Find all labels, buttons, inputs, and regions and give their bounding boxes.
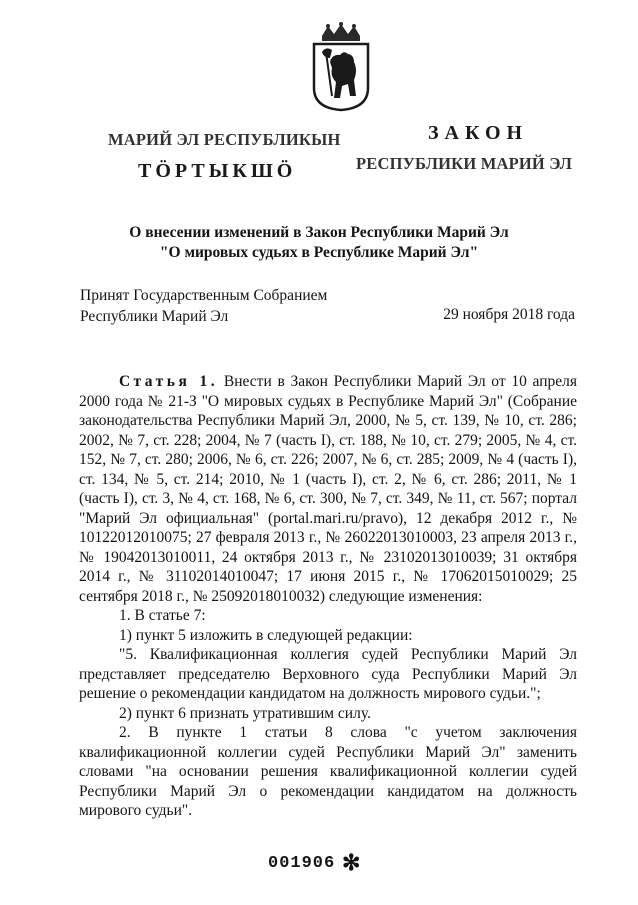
document-number: 001906	[268, 854, 336, 873]
document-title-line1: О внесении изменений в Закон Республики Марий Эл	[129, 224, 509, 241]
new-point-5-text: "5. Квалификационная коллегия судей Республики Марий Эл представляет председателю Верховного суда Республики Марий Эл решение о рекомендации кандидатом на должность мирового судьи.";	[79, 646, 577, 702]
asterisk-mark: ✻	[342, 850, 361, 875]
header-left-line1: МАРИЙ ЭЛ РЕСПУБЛИКЫН	[108, 130, 341, 149]
law-body	[79, 372, 577, 821]
coat-of-arms-bear-icon	[310, 22, 372, 112]
document-title-line2: "О мировых судьях в Республике Марий Эл"	[159, 244, 479, 261]
adopted-by-block	[80, 285, 327, 327]
adoption-date: 29 ноября 2018 года	[443, 306, 575, 323]
adopted-line1: Принят Государственным Собранием	[80, 287, 328, 304]
header-right-line2: РЕСПУБЛИКИ МАРИЙ ЭЛ	[356, 154, 573, 173]
header-right-line1: ЗАКОН	[428, 122, 529, 144]
subclause-1: 1) пункт 5 изложить в следующей редакции:	[119, 626, 413, 644]
adopted-line2: Республики Марий Эл	[80, 308, 229, 325]
clause-2: 2. В пункте 1 статьи 8 слова "с учетом заключения квалификационной коллегии судей Республики Марий Эл" заменить словами "на основании решения квалификационной коллегии судей Республики Марий Эл о рекомендации кандидатом на должность мирового судьи".	[79, 724, 577, 819]
article-text: Внести в Закон Республики Марий Эл от 10 апреля 2000 года № 21-З "О мировых судьях в Республике Марий Эл" (Собрание законодательства Республики Марий Эл, 2000, № 5, ст. 139, № 10, ст. 286; 2002, № 7, ст. 228; 2004, № 7 (часть I), ст. 188, № 10, ст. 279; 2005, № 4, ст. 152, № 7, ст. 280; 2006, № 6, ст. 226; 2007, № 6, ст. 285; 2009, № 4 (часть I), ст. 134, № 5, ст. 214; 2010, № 1 (часть I), ст. 2, № 6, ст. 286; 2011, № 1 (часть I), ст. 3, № 4, ст. 168, № 6, ст. 300, № 7, ст. 349, № 11, ст. 567; портал "Марий Эл официальная" (portal.mari.ru/pravo), 12 декабря 2012 г., № 10122012010075; 27 февраля 2013 г., № 26022013010003, 23 апреля 2013 г., № 19042013010011, 24 октября 2013 г., № 23102013010039; 31 октября 2014 г., № 31102014010047; 17 июня 2015 г., № 17062015010029; 25 сентября 2018 г., № 25092018010032) следующие изменения:	[79, 373, 578, 605]
subclause-2: 2) пункт 6 признать утратившим силу.	[119, 704, 371, 722]
article-label: Статья 1.	[119, 373, 219, 390]
header-left-line2: ТӦРТЫКШӦ	[138, 160, 297, 182]
article-1-paragraph	[79, 372, 577, 606]
clause-1: 1. В статье 7:	[119, 607, 206, 624]
